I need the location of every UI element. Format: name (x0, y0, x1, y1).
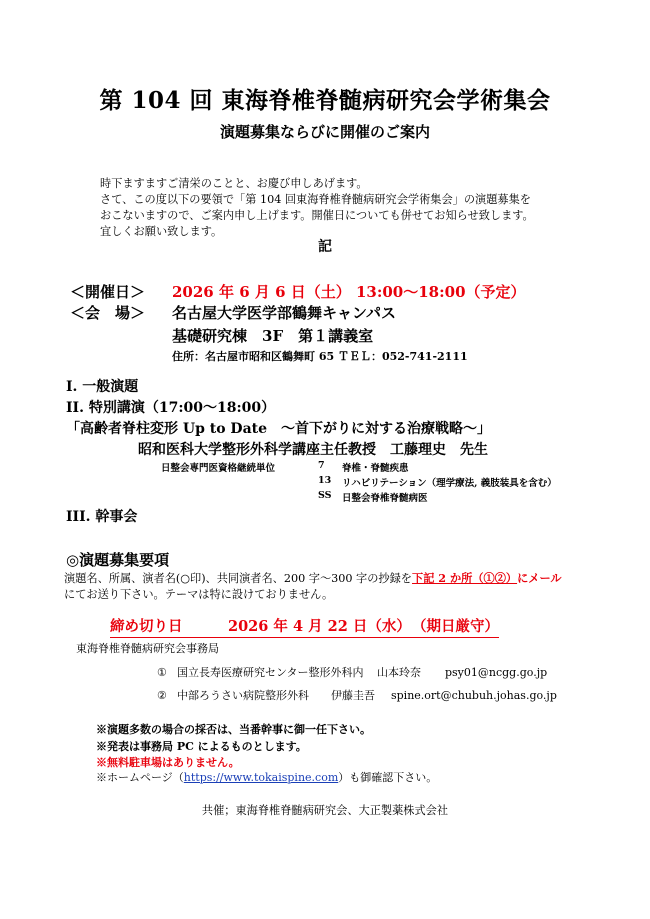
contact-number: ① (157, 666, 167, 679)
contact-org: 中部ろうさい病院整形外科 (177, 689, 309, 702)
contact-email[interactable]: psy01@ncgg.go.jp (445, 666, 548, 679)
unit-desc: 脊椎・脊髄疾患 (342, 463, 409, 474)
intro-line-4: 宜しくお願い致します。 (100, 225, 223, 238)
unit-code: 7 (318, 460, 325, 471)
venue-label: ＜会 場＞ (70, 304, 146, 322)
contact-person: 山本玲奈 (377, 666, 421, 679)
contact-person: 伊藤圭吾 (331, 689, 375, 702)
requirements-line-1 (64, 570, 562, 586)
note-parking: ※無料駐車場はありません。 (96, 756, 240, 769)
section-special-lecture: II. 特別講演（17:00〜18:00） (66, 400, 276, 416)
note-presentation-pc: ※発表は事務局 PC によるものとします。 (96, 740, 307, 753)
email-emphasis: にメール (517, 571, 562, 585)
lecturer: 昭和医科大学整形外科学講座主任教授 工藤理史 先生 (138, 442, 488, 458)
intro-line-1: 時下ますますご清栄のことと、お慶び申しあげます。 (100, 177, 368, 190)
deadline-note: （期日厳守） (412, 618, 499, 635)
contact-number: ② (157, 689, 167, 702)
note-homepage-pre: ※ホームページ（ (96, 771, 184, 784)
note-homepage-post: ）も御確認下さい。 (338, 771, 438, 784)
homepage-link[interactable]: https://www.tokaispine.com (183, 771, 339, 784)
date-label: ＜開催日＞ (70, 283, 146, 301)
deadline-date: 2026 年 4 月 22 日（水） (228, 618, 411, 635)
cohost-line: 共催；東海脊椎脊髄病研究会、大正製薬株式会社 (201, 804, 449, 817)
unit-desc: リハビリテーション（理学療法, 義肢装具を含む） (342, 478, 557, 489)
venue-address: 住所：名古屋市昭和区鶴舞町 65 ＴＥＬ：052-741-2111 (172, 350, 468, 363)
unit-code: 13 (318, 475, 332, 486)
note-homepage (96, 769, 437, 785)
unit-code: SS (318, 490, 332, 501)
lecture-title: 「高齢者脊柱変形 Up to Date 〜首下がりに対する治療戦略〜」 (66, 421, 492, 437)
document-subtitle: 演題募集ならびに開催のご案内 (219, 123, 430, 141)
ki-heading: 記 (318, 239, 332, 255)
note-selection: ※演題多数の場合の採否は、当番幹事に御一任下さい。 (96, 723, 371, 736)
deadline-label: 締め切り日 (110, 618, 183, 635)
contact-org: 国立長寿医療研究センター整形外科内 (177, 666, 364, 679)
document-title: 第 104 回 東海脊椎脊髄病研究会学術集会 (99, 87, 551, 114)
contact-1 (157, 664, 547, 680)
section-general-presentations: I. 一般演題 (66, 379, 139, 395)
requirements-text: 演題名、所属、演者名(○印)、共同演者名、200 字〜300 字の抄録を (64, 572, 412, 585)
section-board-meeting: III. 幹事会 (66, 509, 138, 525)
contact-2 (157, 687, 557, 703)
venue-room: 基礎研究棟 3F 第１講義室 (172, 327, 374, 345)
office-name: 東海脊椎脊髄病研究会事務局 (76, 642, 219, 655)
venue-name: 名古屋大学医学部鶴舞キャンパス (172, 304, 396, 322)
deadline (110, 615, 499, 638)
intro-line-3: おこないますので、ご案内申し上げます。開催日についても併せてお知らせ致します。 (100, 209, 534, 222)
two-addresses-reference: 下記 2 か所（①②） (412, 571, 518, 585)
contact-email[interactable]: spine.ort@chubuh.johas.go.jp (391, 689, 557, 702)
intro-line-2: さて、この度以下の要領で「第 104 回東海脊椎脊髄病研究会学術集会」の演題募集を (100, 193, 531, 206)
requirements-heading: ◎演題募集要項 (66, 551, 170, 569)
unit-desc: 日整会脊椎脊髄病医 (342, 493, 428, 504)
date-value: 2026 年 6 月 6 日（土） 13:00〜18:00（予定） (172, 283, 526, 301)
requirements-line-2: にてお送り下さい。テーマは特に設けておりません。 (64, 588, 334, 601)
credit-units-label: 日整会専門医資格継続単位 (161, 463, 276, 474)
